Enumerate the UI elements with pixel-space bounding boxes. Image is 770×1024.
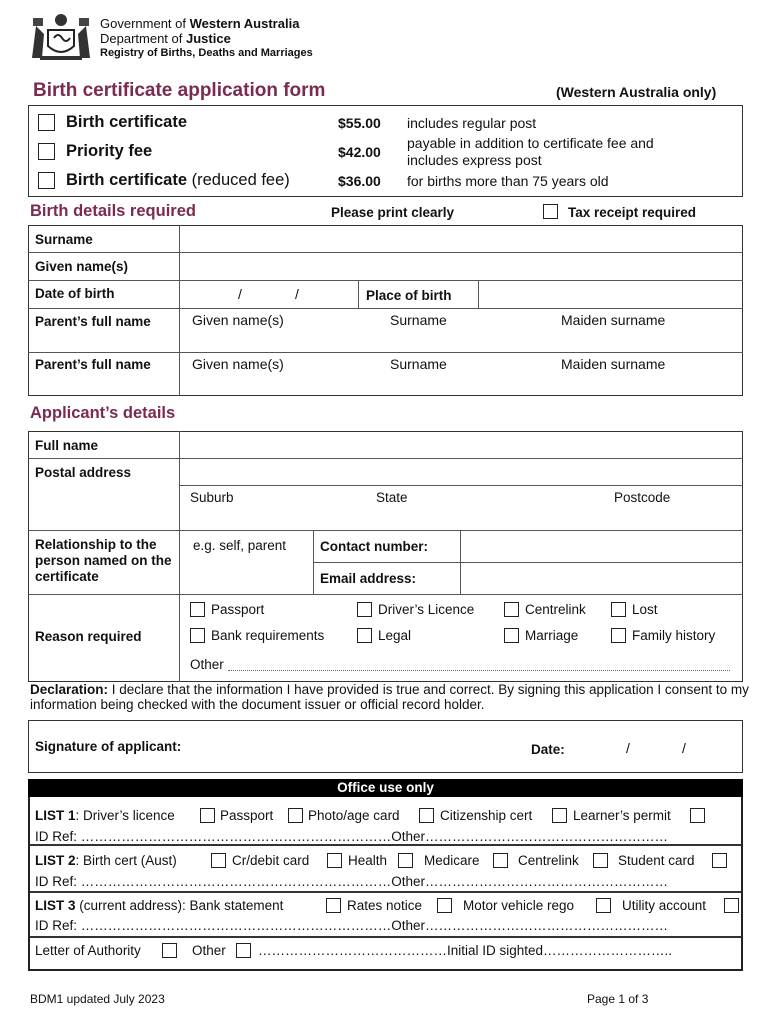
fee-note-2: payable in addition to certificate fee and includes express post <box>407 135 654 168</box>
government-header: Government of Western Australia Department of Justice Registry of Births, Deaths and Marriages <box>100 16 313 59</box>
form-title: Birth certificate application form <box>33 80 326 101</box>
fee-note-3: for births more than 75 years old <box>407 173 609 189</box>
list2-health-checkbox[interactable] <box>398 853 413 868</box>
postal-address-input[interactable] <box>181 460 741 484</box>
office-other-label: Other <box>192 943 226 958</box>
list1-learners: Learner’s permit <box>573 808 671 823</box>
parent2-maiden-surname[interactable]: Maiden surname <box>561 356 666 372</box>
priority-fee-checkbox[interactable] <box>38 143 55 160</box>
full-name-label: Full name <box>35 438 99 453</box>
state-field[interactable]: State <box>376 490 408 505</box>
applicant-heading: Applicant’s details <box>30 404 176 422</box>
contact-number-input[interactable] <box>462 532 741 560</box>
list1-learners-checkbox[interactable] <box>690 808 705 823</box>
drivers-licence-checkbox[interactable] <box>357 602 372 617</box>
list2-birth-cert-checkbox[interactable] <box>211 853 226 868</box>
list3-rates: Rates notice <box>347 898 423 913</box>
email-label: Email address: <box>320 571 417 586</box>
fee-label-3: Birth certificate (reduced fee) <box>66 171 290 189</box>
place-of-birth-label: Place of birth <box>366 288 452 303</box>
fee-price-2: $42.00 <box>338 144 381 160</box>
dob-label: Date of birth <box>35 286 115 301</box>
office-use-header: Office use only <box>28 779 743 797</box>
list3-id-ref[interactable]: ID Ref: ……………………………………………………………Other……………………………………………… <box>35 918 669 933</box>
given-names-label: Given name(s) <box>35 259 129 274</box>
surname-input[interactable] <box>181 227 741 251</box>
surname-label: Surname <box>35 232 93 247</box>
list3-row: LIST 3 (current address): Bank statement <box>35 898 284 913</box>
family-history-checkbox[interactable] <box>611 628 626 643</box>
print-clearly-note: Please print clearly <box>331 205 455 220</box>
list3-utility: Utility account <box>622 898 707 913</box>
footer-version: BDM1 updated July 2023 <box>30 992 165 1006</box>
centrelink-checkbox[interactable] <box>504 602 519 617</box>
list3-bank-statement-checkbox[interactable] <box>326 898 341 913</box>
marriage-checkbox[interactable] <box>504 628 519 643</box>
parent2-given-names[interactable]: Given name(s) <box>192 356 284 372</box>
given-names-input[interactable] <box>181 254 741 278</box>
relationship-input[interactable]: e.g. self, parent <box>193 538 287 553</box>
parent1-maiden-surname[interactable]: Maiden surname <box>561 312 666 328</box>
other-reason-label: Other <box>190 657 224 672</box>
list2-medicare: Medicare <box>424 853 480 868</box>
parent1-label: Parent’s full name <box>35 314 151 329</box>
list3-vehicle-rego: Motor vehicle rego <box>463 898 575 913</box>
list1-passport-checkbox[interactable] <box>288 808 303 823</box>
list2-centrelink-checkbox[interactable] <box>593 853 608 868</box>
list2-debit-card: Cr/debit card <box>232 853 310 868</box>
tax-receipt-checkbox[interactable] <box>543 204 558 219</box>
list2-student-card-checkbox[interactable] <box>712 853 727 868</box>
birth-certificate-checkbox[interactable] <box>38 114 55 131</box>
legal-checkbox[interactable] <box>357 628 372 643</box>
fee-note-1: includes regular post <box>407 115 537 131</box>
list3-rates-checkbox[interactable] <box>437 898 452 913</box>
list3-vehicle-rego-checkbox[interactable] <box>596 898 611 913</box>
bank-requirements-checkbox[interactable] <box>190 628 205 643</box>
signature-label: Signature of applicant: <box>35 739 182 754</box>
tax-receipt-label: Tax receipt required <box>568 205 697 220</box>
centrelink-label: Centrelink <box>525 602 586 617</box>
drivers-licence-label: Driver’s Licence <box>378 602 475 617</box>
list1-photo-card-checkbox[interactable] <box>419 808 434 823</box>
reason-label: Reason required <box>35 629 142 644</box>
bank-requirements-label: Bank requirements <box>211 628 325 643</box>
parent2-surname[interactable]: Surname <box>390 356 447 372</box>
list2-health: Health <box>348 853 388 868</box>
list2-row: LIST 2: Birth cert (Aust) <box>35 853 177 868</box>
wa-crest-logo <box>30 12 92 64</box>
birth-details-heading: Birth details required <box>30 202 196 220</box>
date-label: Date: <box>531 742 565 757</box>
parent1-given-names[interactable]: Given name(s) <box>192 312 284 328</box>
list2-debit-card-checkbox[interactable] <box>327 853 342 868</box>
list2-medicare-checkbox[interactable] <box>493 853 508 868</box>
marriage-label: Marriage <box>525 628 579 643</box>
fee-label-1: Birth certificate <box>66 113 188 131</box>
letter-of-authority-label: Letter of Authority <box>35 943 141 958</box>
signature-input[interactable] <box>210 725 520 769</box>
lost-checkbox[interactable] <box>611 602 626 617</box>
other-reason-input[interactable] <box>228 670 730 671</box>
list1-passport: Passport <box>220 808 274 823</box>
date-input[interactable]: / / <box>626 740 686 756</box>
postcode-field[interactable]: Postcode <box>614 490 671 505</box>
list2-id-ref[interactable]: ID Ref: ……………………………………………………………Other……………………………………………… <box>35 874 669 889</box>
postal-address-label: Postal address <box>35 465 132 480</box>
list1-citizenship-checkbox[interactable] <box>552 808 567 823</box>
contact-number-label: Contact number: <box>320 539 428 554</box>
full-name-input[interactable] <box>181 433 741 457</box>
passport-label: Passport <box>211 602 265 617</box>
fee-price-1: $55.00 <box>338 115 381 131</box>
list1-citizenship: Citizenship cert <box>440 808 533 823</box>
list3-utility-checkbox[interactable] <box>724 898 739 913</box>
dob-input[interactable]: / / <box>238 286 299 302</box>
legal-label: Legal <box>378 628 412 643</box>
letter-of-authority-checkbox[interactable] <box>162 943 177 958</box>
email-input[interactable] <box>462 564 741 592</box>
list1-photo-card: Photo/age card <box>308 808 400 823</box>
parent2-label: Parent’s full name <box>35 357 151 372</box>
list2-student-card: Student card <box>618 853 695 868</box>
form-scope: (Western Australia only) <box>556 84 717 100</box>
footer-page-number: Page 1 of 3 <box>587 992 649 1006</box>
passport-checkbox[interactable] <box>190 602 205 617</box>
fee-label-2: Priority fee <box>66 142 153 160</box>
place-of-birth-input[interactable] <box>480 282 741 306</box>
reduced-fee-checkbox[interactable] <box>38 172 55 189</box>
lost-label: Lost <box>632 602 658 617</box>
family-history-label: Family history <box>632 628 716 643</box>
list1-id-ref[interactable]: ID Ref: ……………………………………………………………Other……………………………………………… <box>35 829 669 844</box>
list2-centrelink: Centrelink <box>518 853 579 868</box>
list1-row: LIST 1: Driver’s licence <box>35 808 175 823</box>
initial-id-sighted[interactable]: ……………………………………Initial ID sighted……………………….. <box>258 943 673 958</box>
relationship-label: Relationship to the person named on the certificate <box>35 537 172 584</box>
fee-price-3: $36.00 <box>338 173 381 189</box>
parent1-surname[interactable]: Surname <box>390 312 447 328</box>
office-other-checkbox[interactable] <box>236 943 251 958</box>
suburb-field[interactable]: Suburb <box>190 490 234 505</box>
declaration-text: Declaration: I declare that the information I have provided is true and correct. By signing this application I consent to my information being checked with the document issuer or official record holder. <box>30 682 749 712</box>
list1-drivers-licence-checkbox[interactable] <box>200 808 215 823</box>
